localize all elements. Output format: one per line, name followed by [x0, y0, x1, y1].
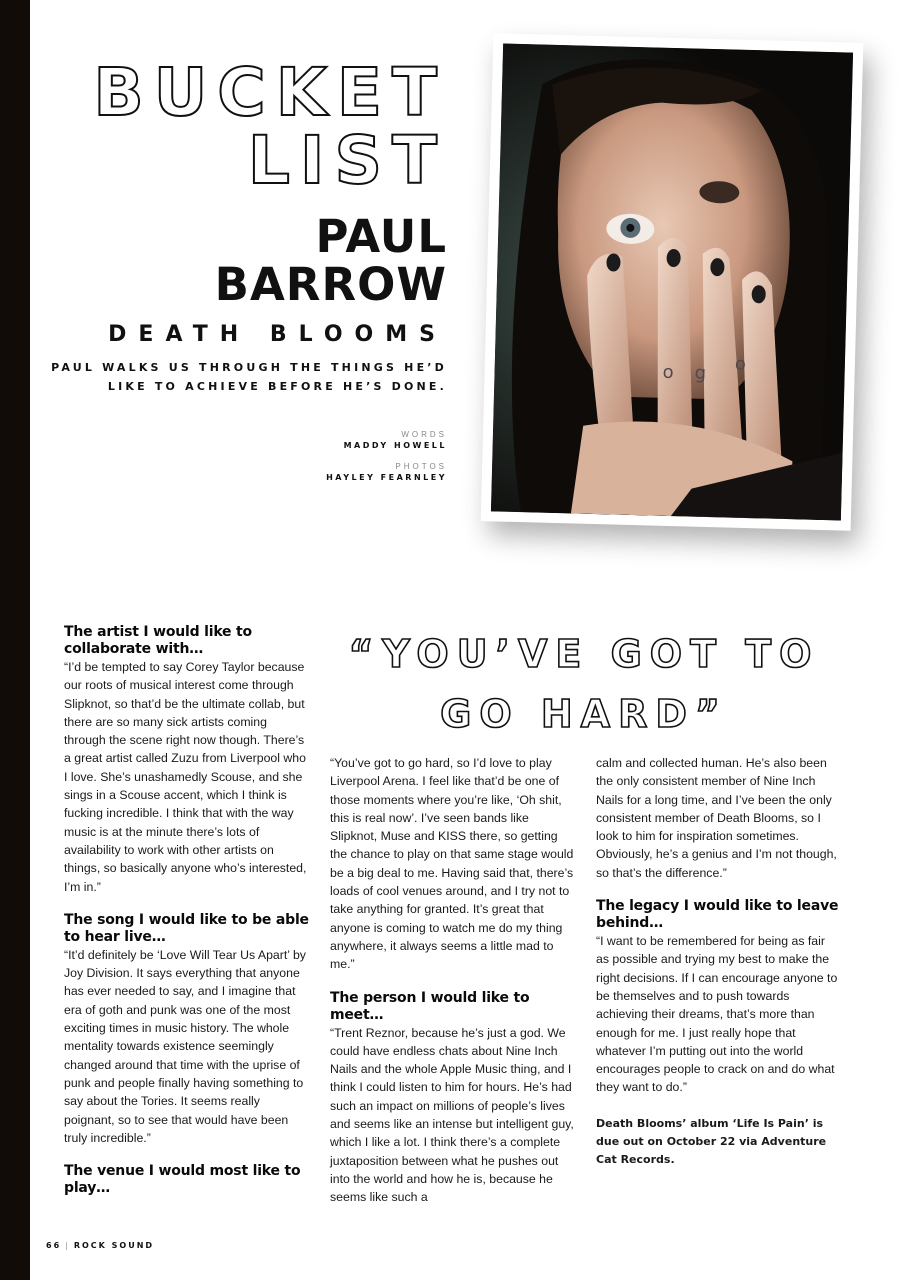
heading-collaborate: The artist I would like to collaborate with…: [64, 624, 252, 657]
title-list: LIST: [247, 122, 447, 199]
folio-separator: |: [65, 1241, 70, 1250]
portrait-illustration: [491, 43, 853, 520]
body-collaborate: “I’d be tempted to say Corey Taylor because our roots of musical interest come through Slipknot, so that’d be the ultimate collab, but there are so many sick artists coming through the scene right now though. There’s a great artist called Zuzu from Liverpool who I love. She’s unashamedly Scouse, and she sings in a Scouse accent, which I think is fucking incredible. I think that with the way music is at the minute there’s lots of availability to work with other artists on things, so basically anyone who’s interested, I’m in.”: [64, 660, 307, 894]
heading-venue: The venue I would most like to play…: [64, 1163, 301, 1197]
svg-text:o: o: [662, 361, 674, 384]
heading-song: The song I would like to be able to hear live…: [64, 911, 309, 945]
heading-person: The person I would like to meet…: [330, 989, 530, 1023]
body-song: “It’d definitely be ‘Love Will Tear Us Apart’ by Joy Division. It says everything that anyone has ever needed to say, and I imagine that era of goth and punk was one of the most exciting times in music history. The whole mentality towards existence seemingly changed around that time with the uprise of punk and people finally having something to say about the Tories. It seems really poignant, so to see that would have been truly incredible.”: [64, 947, 306, 1145]
page-number: 66: [46, 1241, 62, 1250]
words-credit: MADDY HOWELL: [343, 441, 447, 450]
heading-legacy: The legacy I would like to leave behind…: [596, 898, 839, 932]
words-label: WORDS: [401, 430, 447, 439]
standfirst: PAUL WALKS US THROUGH THE THINGS HE’D LIKE TO ACHIEVE BEFORE HE’S DONE.: [51, 361, 447, 393]
photos-credit: HAYLEY FEARNLEY: [326, 473, 447, 482]
body-legacy: “I want to be remembered for being as fair as possible and trying my best to make the right decisions. If I can encourage anyone to be themselves and to push towards achieving their dreams, that’s more than enough for me. I just really hope that whatever I’m putting out into the world encourages people to crack on and do what they want to do.”: [596, 934, 838, 1095]
svg-text:o: o: [734, 353, 747, 375]
page-spine-bar: [0, 0, 30, 1280]
column-3: [596, 754, 841, 1169]
band-name: DEATH BLOOMS: [108, 322, 447, 347]
svg-text:g: g: [694, 362, 707, 384]
title-bucket: BUCKET: [93, 54, 447, 131]
artist-last-name: BARROW: [214, 258, 447, 311]
body-person-part1: “Trent Reznor, because he’s just a god. We could have endless chats about Nine Inch Nails and the whole Apple Music thing, and I think I could listen to him for hours. He’s had such an impact on millions of people’s lives and seems like an intense but intelligent guy, which I like a lot. I think there’s a complete juxtaposition between what he pushes out into the world and how he is, because he seems like such a: [330, 1025, 574, 1205]
page-folio: [46, 1241, 154, 1250]
pull-quote: “YOU’VE GOT TO GO HARD”: [348, 632, 820, 736]
photos-label: PHOTOS: [395, 462, 447, 471]
body-person-part2: calm and collected human. He’s also been the only consistent member of Nine Inch Nails for a long time, and I’ve been the only consistent member of Death Blooms, so I look to him for inspiration sometimes. Obviously, he’s a genius and I’m not though, so that’s the difference.”: [596, 756, 837, 880]
column-2: [330, 754, 575, 1223]
portrait-photo: [491, 43, 853, 520]
album-footnote: Death Blooms’ album ‘Life Is Pain’ is due out on October 22 via Adventure Cat Records.: [596, 1116, 827, 1166]
photo-frame: [481, 33, 864, 531]
magazine-name: ROCK SOUND: [73, 1241, 155, 1250]
body-venue: “You’ve got to go hard, so I’d love to play Liverpool Arena. I feel like that’d be one of those moments where you’re like, ‘Oh shit, this is real now’. I’ve seen bands like Slipknot, Muse and KISS there, so getting the chance to play on that same stage would be a big deal to me. Having said that, there’s loads of cool venues around, and I try not to take anything for granted. It’s great that anyone is coming to watch me do my thing anywhere, it always seems a little mad to me.”: [330, 756, 574, 972]
column-1: [64, 624, 309, 1197]
artist-first-name: PAUL: [315, 210, 447, 263]
